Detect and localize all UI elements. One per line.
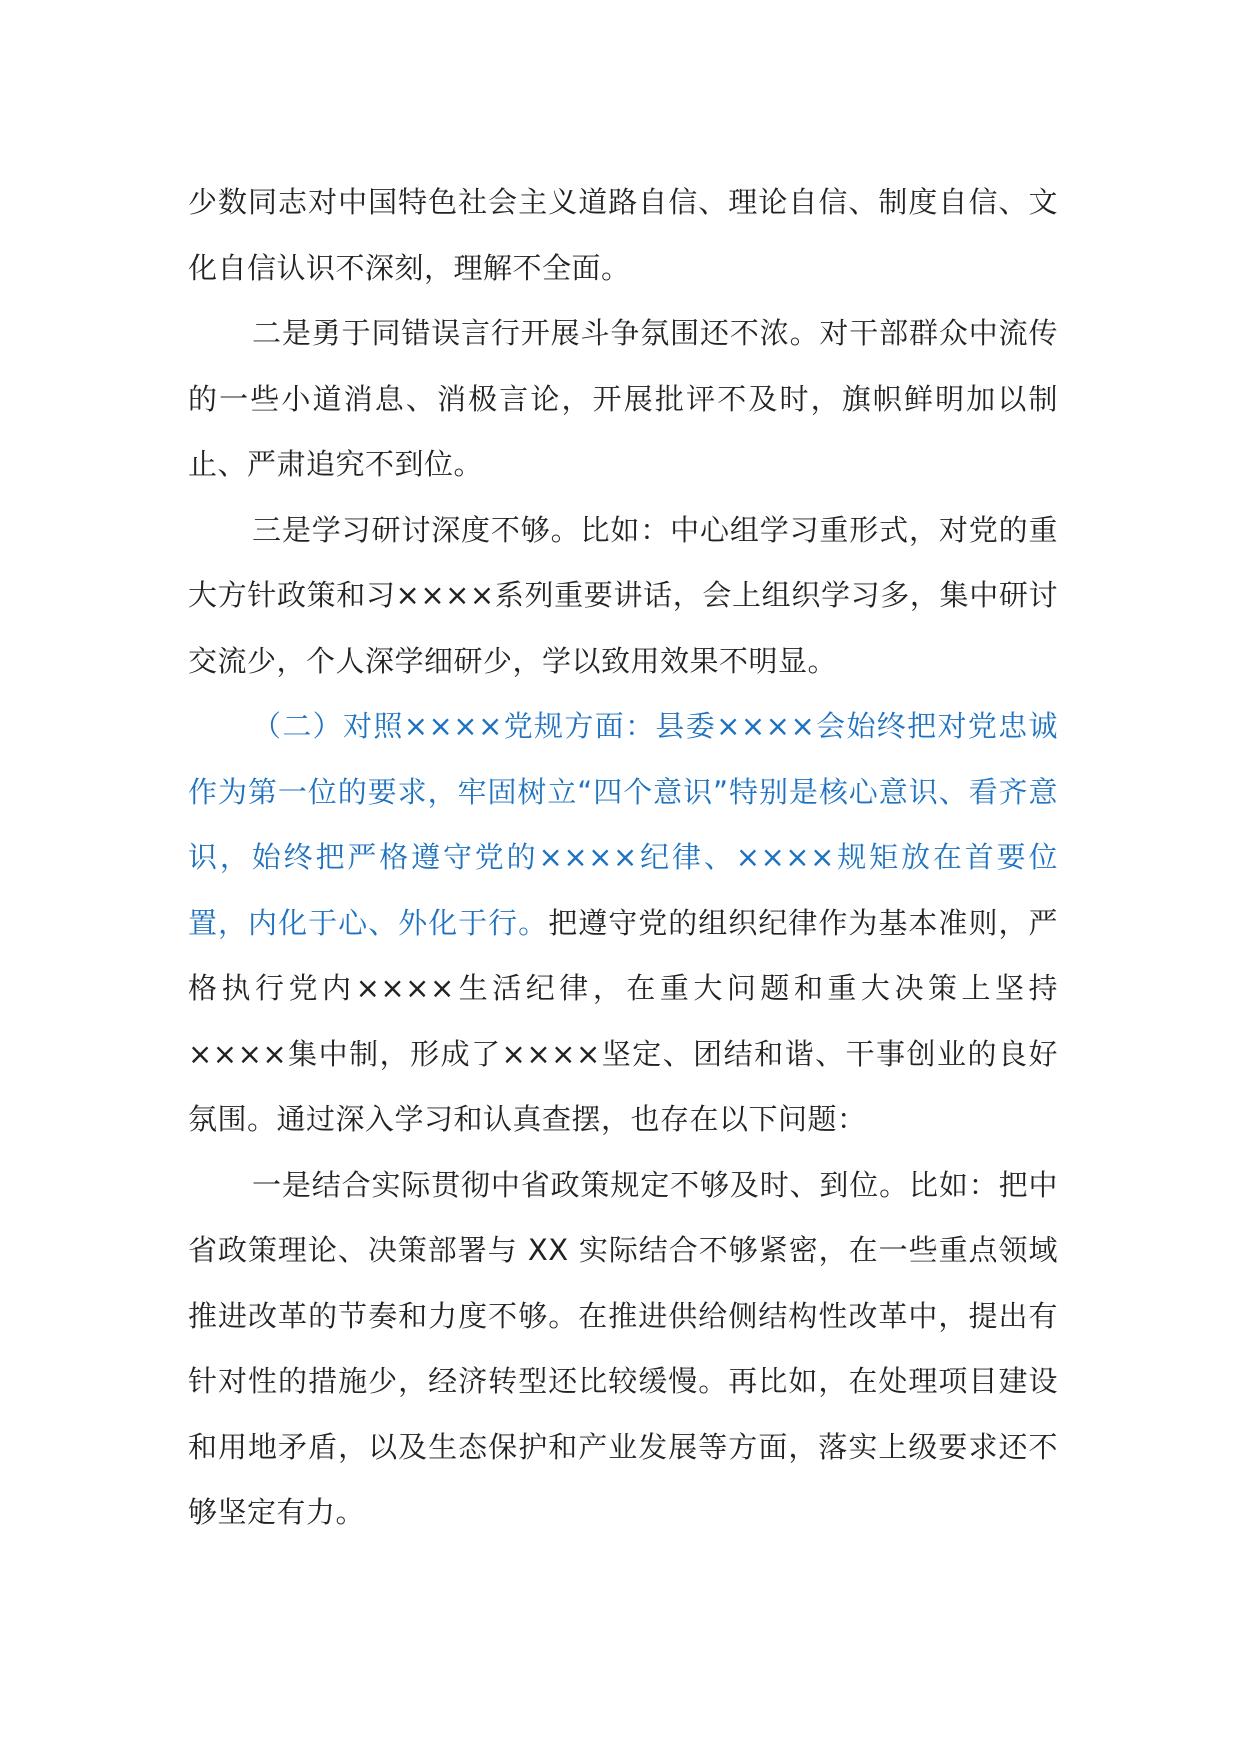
paragraph-text: 少数同志对中国特色社会主义道路自信、理论自信、制度自信、文化自信认识不深刻，理解不全面。 bbox=[188, 185, 1058, 285]
paragraph-item-three bbox=[188, 498, 1058, 695]
paragraph-item-one bbox=[188, 1153, 1058, 1546]
paragraph-text: 二是勇于同错误言行开展斗争氛围还不浓。对干部群众中流传的一些小道消息、消极言论，开展批评不及时，旗帜鲜明加以制止、严肃追究不到位。 bbox=[188, 316, 1058, 481]
paragraph-text: 把遵守党的组织纪律作为基本准则，严格执行党内××××生活纪律，在重大问题和重大决策上坚持××××集中制，形成了××××坚定、团结和谐、干事创业的良好氛围。通过深入学习和认真查摆，也存在以下问题： bbox=[188, 905, 1058, 1136]
paragraph-continuation bbox=[188, 170, 1058, 301]
paragraph-text: 三是学习研讨深度不够。比如：中心组学习重形式，对党的重大方针政策和习××××系列重要讲话，会上组织学习多，集中研讨交流少，个人深学细研少，学以致用效果不明显。 bbox=[188, 512, 1058, 678]
document-body bbox=[188, 170, 1058, 1546]
section-party-rules bbox=[188, 694, 1058, 1153]
section-heading-highlight: （二）对照××××党规方面：县委××××会始终把对党忠诚作为第一位的要求，牢固树立“四个意识”特别是核心意识、看齐意识，始终把严格遵守党的××××纪律、××××规矩放在首要位置，内化于心、外化于行。 bbox=[188, 709, 1058, 940]
paragraph-item-two bbox=[188, 301, 1058, 498]
paragraph-text: 一是结合实际贯彻中省政策规定不够及时、到位。比如：把中省政策理论、决策部署与 XX 实际结合不够紧密，在一些重点领域推进改革的节奏和力度不够。在推进供给侧结构性改革中，提出有针对性的措施少，经济转型还比较缓慢。再比如，在处理项目建设和用地矛盾，以及生态保护和产业发展等方面，落实上级要求还不够坚定有力。 bbox=[188, 1167, 1058, 1529]
